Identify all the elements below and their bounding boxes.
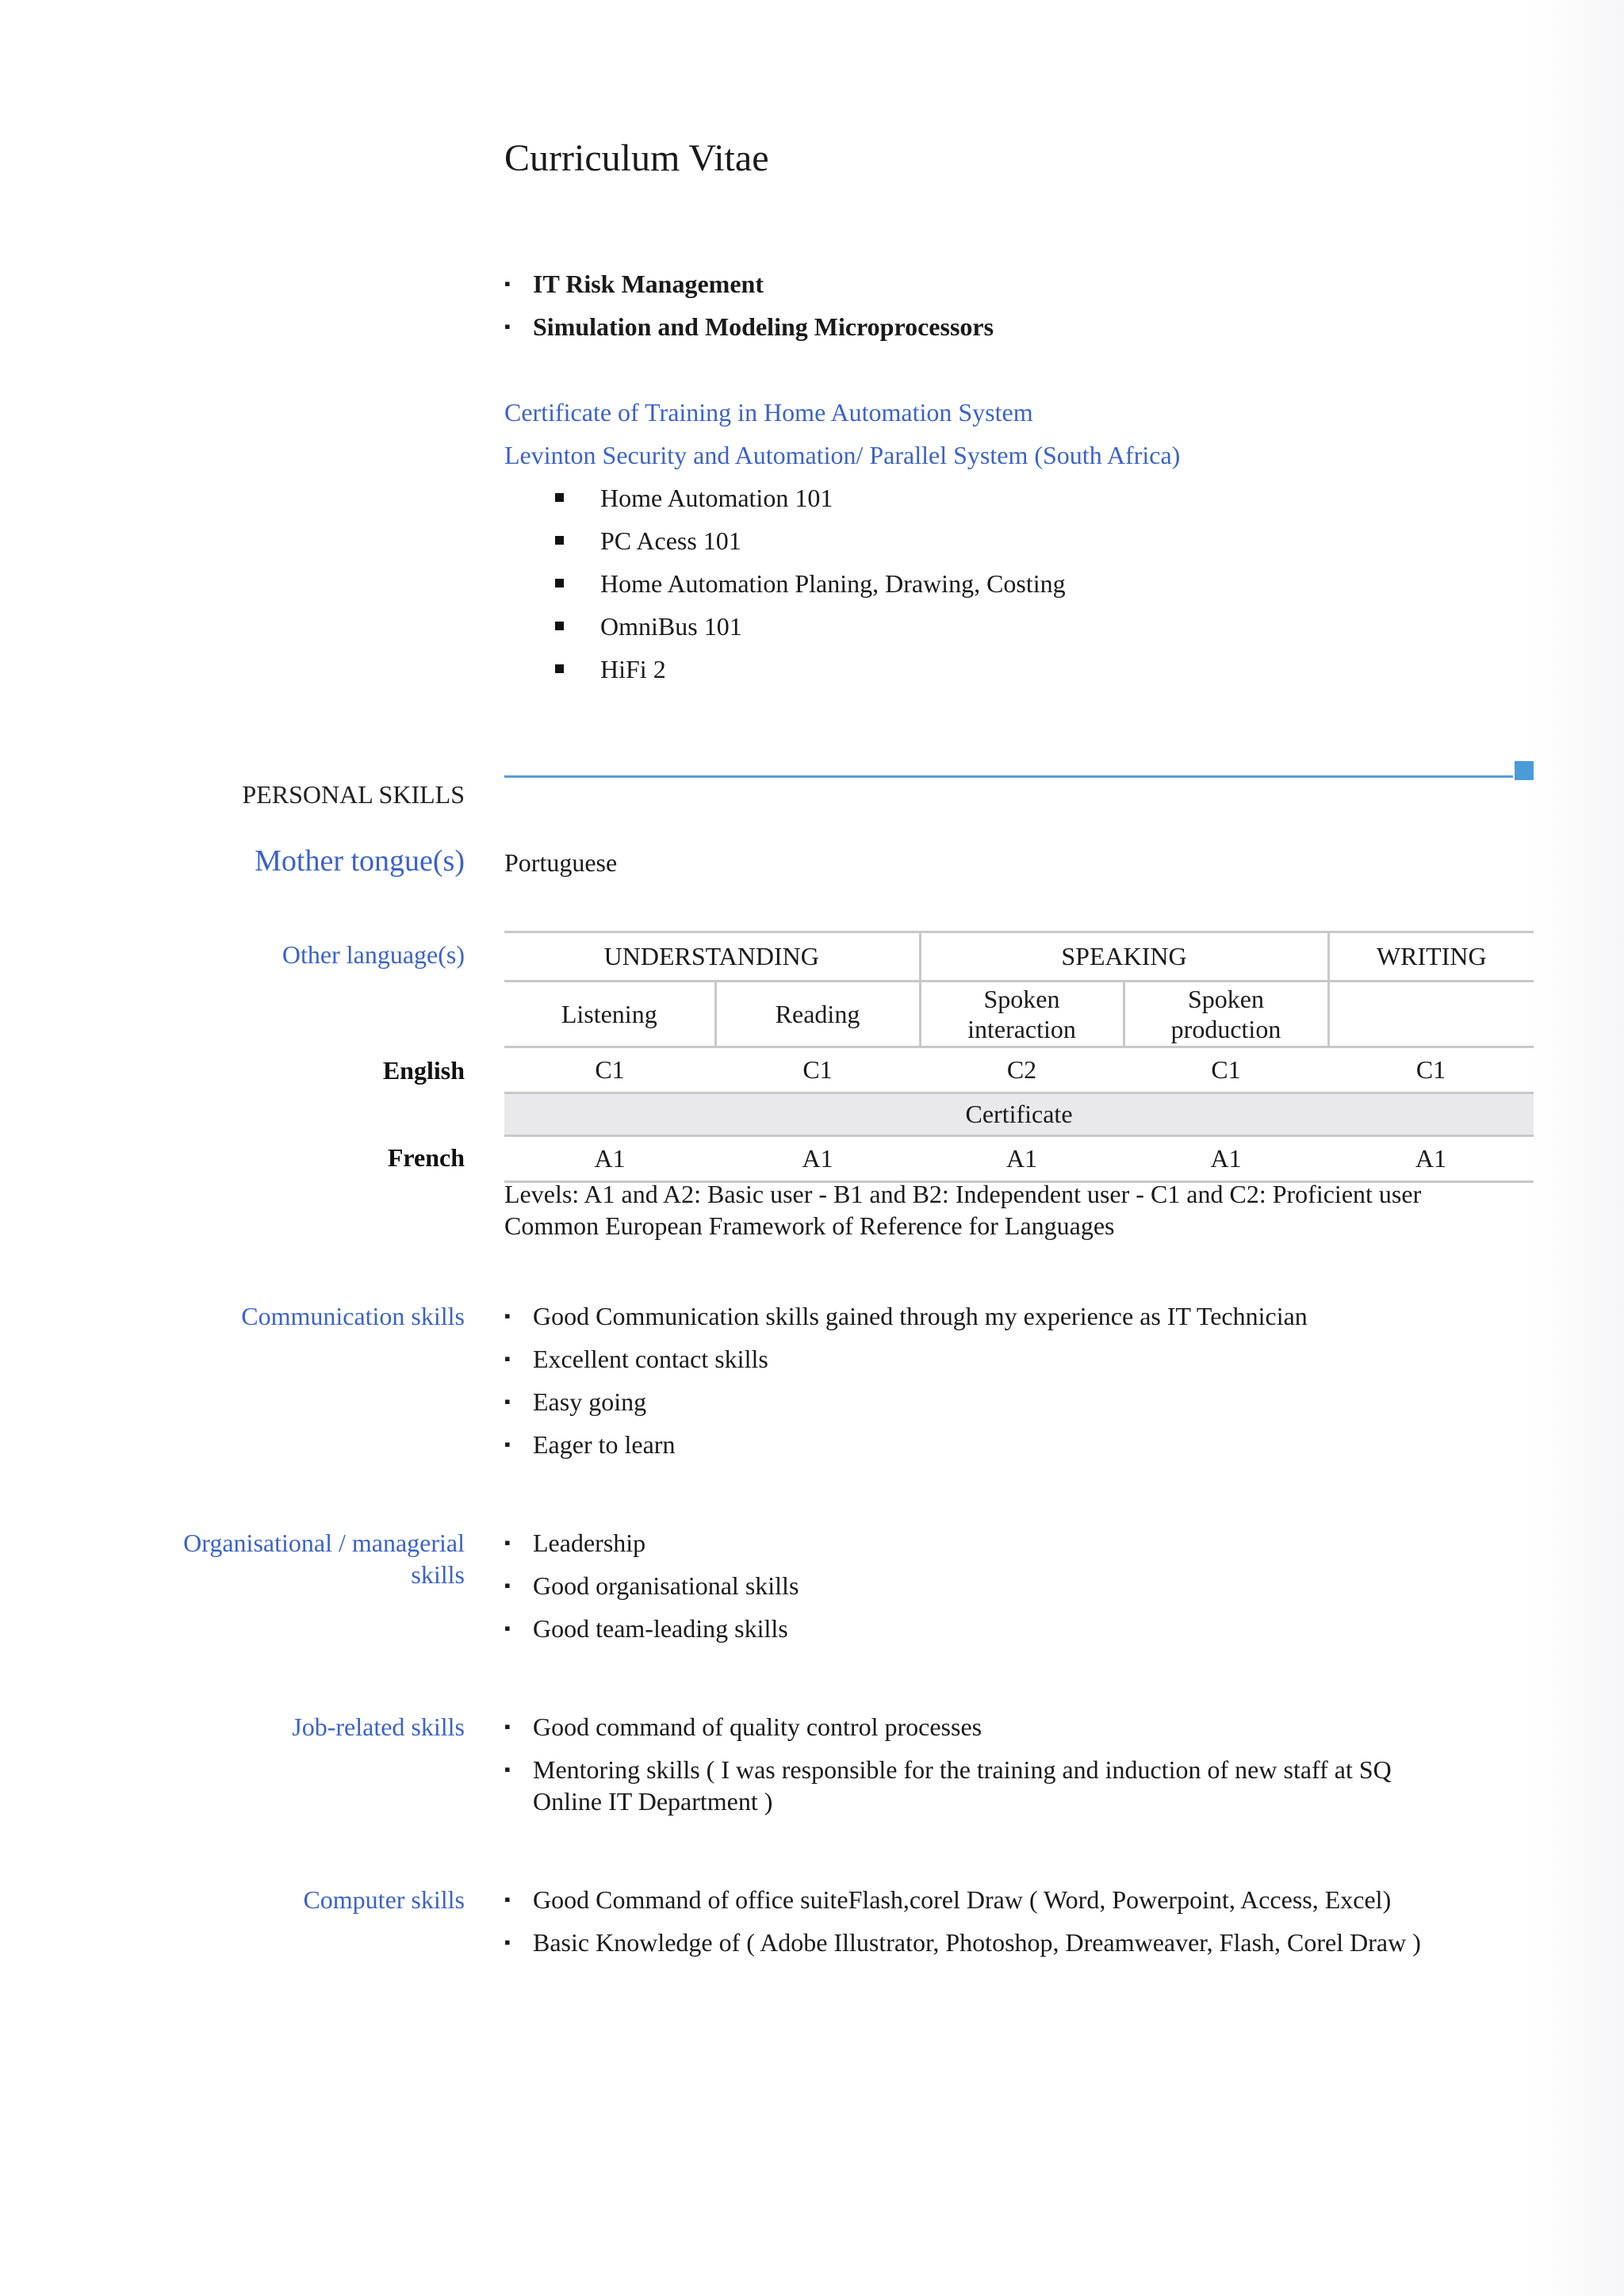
page-title: Curriculum Vitae [504,137,769,179]
bullet-icon: ▪ [504,274,511,293]
header-writing: WRITING [1328,932,1534,982]
mother-tongue-value: Portuguese [504,848,618,877]
table-cell: C1 [504,1047,715,1093]
table-cell: C2 [920,1047,1124,1093]
language-table [504,931,1534,1183]
bullet-icon: ▪ [504,1575,511,1595]
bullet-icon: ▪ [504,1716,511,1736]
subheader-reading: Reading [715,982,920,1047]
communication-label: Communication skills [241,1302,465,1330]
language-name-english: English [382,1056,465,1085]
bullet-icon: ▪ [504,1533,511,1552]
table-row [504,1136,1534,1182]
section-heading: PERSONAL SKILLS [242,780,465,809]
header-understanding: UNDERSTANDING [504,932,920,982]
certificate-row [504,1093,1534,1136]
table-subheader-row [504,982,1534,1047]
table-cell: A1 [504,1136,715,1182]
square-bullet-icon [555,622,564,630]
framework-note: Common European Framework of Reference for Languages [504,1211,1115,1240]
subheader-writing-empty [1328,982,1534,1047]
table-cell: C1 [715,1047,920,1093]
subheader-spoken-interaction: Spoken interaction [920,982,1124,1047]
square-bullet-icon [555,493,564,502]
table-cell: A1 [715,1136,920,1182]
table-cell: A1 [920,1136,1124,1182]
table-cell: C1 [1124,1047,1328,1093]
organisational-label-cont: skills [411,1560,465,1589]
bullet-icon: ▪ [504,1932,511,1952]
square-bullet-icon [555,579,564,587]
bullet-icon: ▪ [504,1391,511,1411]
subheader-spoken-production: Spoken production [1124,982,1328,1047]
certificate-issuer: Levinton Security and Automation/ Parallel System (South Africa) [504,441,1181,469]
bullet-icon: ▪ [504,1306,511,1326]
subheader-listening: Listening [504,982,715,1047]
table-cell: A1 [1328,1136,1534,1182]
bullet-icon: ▪ [504,1759,511,1779]
bullet-icon: ▪ [504,1434,511,1454]
mother-tongue-label: Mother tongue(s) [255,844,465,878]
language-name-french: French [387,1143,465,1172]
table-row [504,1047,1534,1093]
bullet-icon: ▪ [504,316,511,336]
certificate-cell: Certificate [504,1093,1534,1136]
header-speaking: SPEAKING [920,932,1328,982]
table-cell: C1 [1328,1047,1534,1093]
certificate-name: Certificate of Training in Home Automation System [504,398,1033,427]
levels-note: Levels: A1 and A2: Basic user - B1 and B2: Independent user - C1 and C2: Proficient user [504,1180,1422,1208]
table-cell: A1 [1124,1136,1328,1182]
bullet-icon: ▪ [504,1889,511,1909]
bullet-icon: ▪ [504,1618,511,1638]
table-header-row [504,932,1534,982]
section-marker-icon [1515,761,1534,780]
page-edge-shade [1530,0,1624,2296]
bullet-icon: ▪ [504,1349,511,1368]
computer-label: Computer skills [303,1885,465,1914]
organisational-label: Organisational / managerial [183,1529,465,1557]
other-languages-label: Other language(s) [282,940,465,969]
square-bullet-icon [555,664,564,673]
section-divider [504,775,1513,778]
job-related-label: Job-related skills [292,1712,465,1741]
square-bullet-icon [555,536,564,545]
